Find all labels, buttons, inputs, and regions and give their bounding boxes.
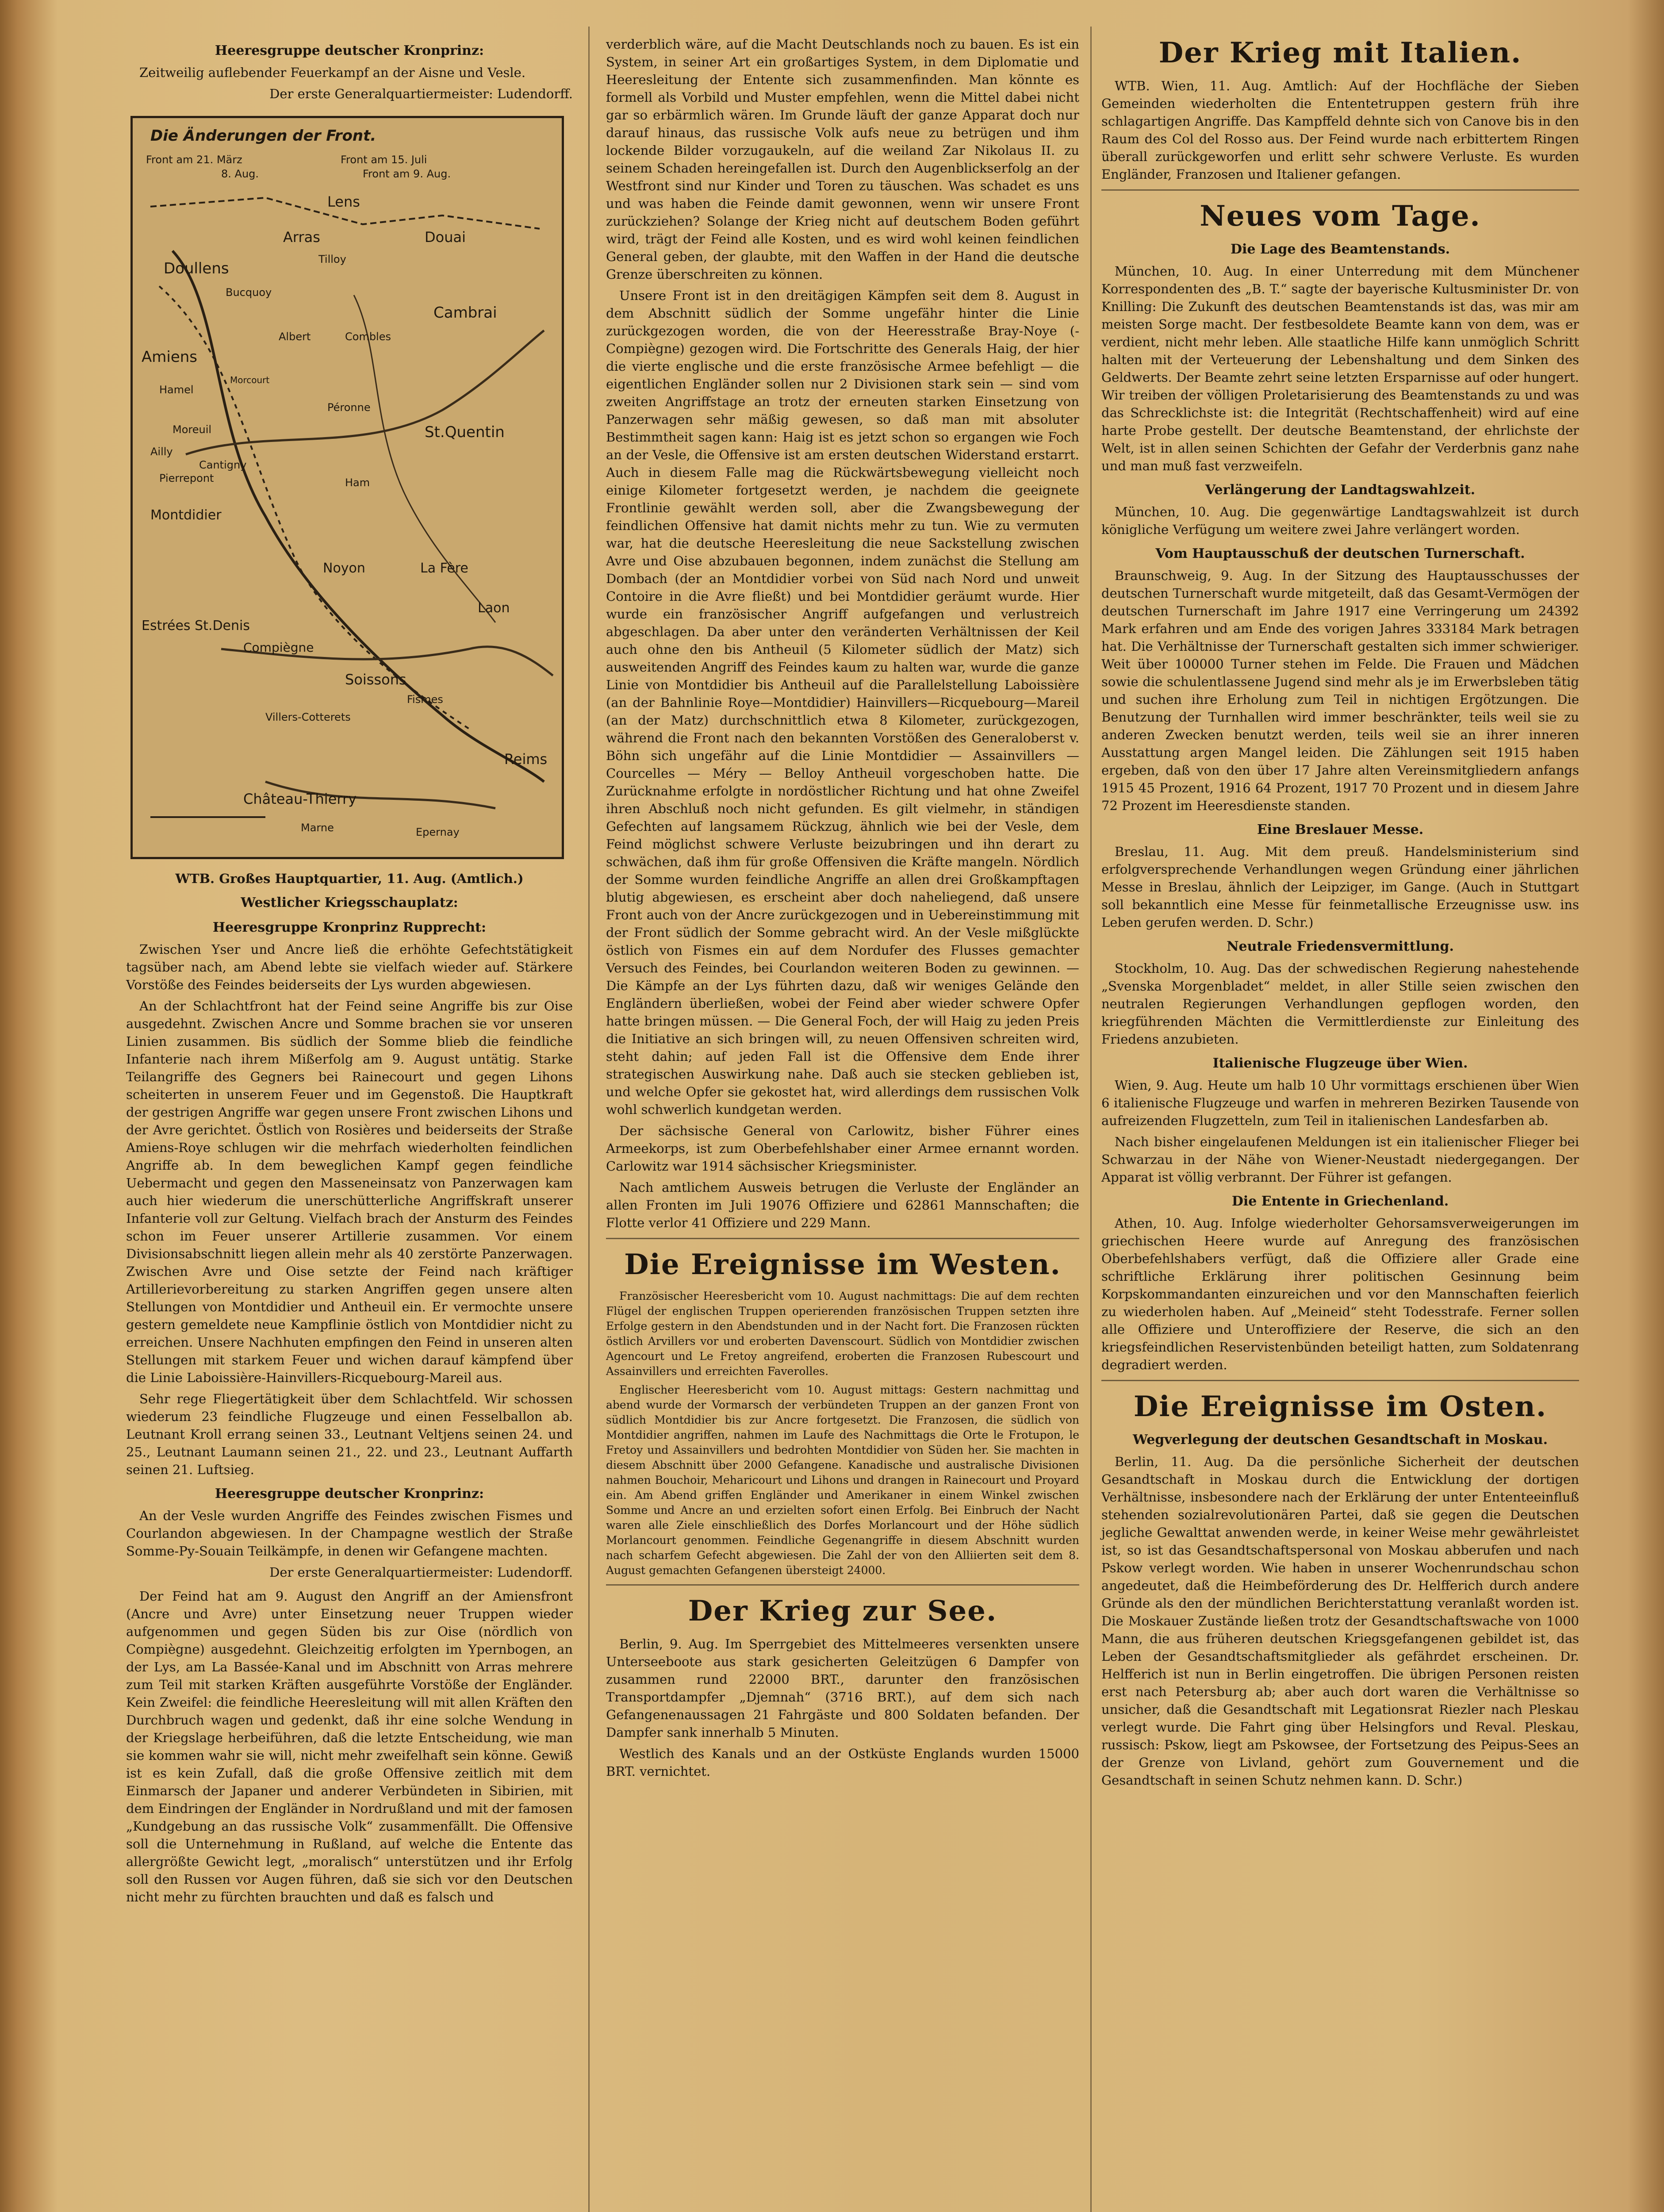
article-paragraph: Berlin, 11. Aug. Da die persönliche Sicherheit der deutschen Gesandtschaft in Moskau durch die Entwicklung der dortigen Verhältnisse, insbesondere nach der Erklärung der unter Ententeeinfluß stehenden sozialrevolutionären Partei, daß sie gegen die Deutschen jegliche Gewalttat anwenden werde, in keiner Weise mehr gewährleistet ist, so ist das Gesandtschaftspersonal von Moskau abberufen und nach Pskow verlegt worden. Wie haben in unserer Wochenrundschau schon angedeutet, daß die Heimbeförderung des Dr. Helfferich durch andere Gründe als den der mündlichen Berichterstattung veranlaßt worden ist. Die Moskauer Zustände ließen trotz der Gesandtschaftswache von 1000 Mann, die aus früheren deutschen Kriegsgefangenen gebildet ist, das Leben der Gesandtschaftsmitglieder als gefährdet erscheinen. Dr. Helfferich ist nun in Berlin eingetroffen. Die übrigen Personen reisten erst nach Petersburg ab; aber auch dort waren die Verhältnisse so unsicher, daß die Gesandtschaft mit Legationsrat Riezler nach Pleskau verlegt wurde. Die Fahrt ging über Helsingfors und Reval. Pleskau, russisch: Pskow, liegt am Pskowsee, der Fortsetzung des Peipus-Sees an der Grenze von Livland, gehört zum Gouvernement und die Gesandtschaft in seinen Schutz nehmen kann. D. Schr.) <box>1101 1454 1579 1788</box>
map-place: Tilloy <box>318 253 346 265</box>
article-paragraph: Nach amtlichem Ausweis betrugen die Verluste der Engländer an allen Fronten im Juli 19076 Offiziere und 62861 Mannschaften; die Flotte verlor 41 Offiziere und 229 Mann. <box>606 1180 1079 1230</box>
map-place: Compiègne <box>243 640 314 655</box>
column-1 <box>126 35 573 1909</box>
map-place: Péronne <box>327 401 371 414</box>
map-place: Reims <box>504 751 548 768</box>
map-place: Bucquoy <box>226 286 272 299</box>
map-place: Morcourt <box>230 375 270 385</box>
article-paragraph: An der Vesle wurden Angriffe des Feindes zwischen Fismes und Courlandon abgewiesen. In der Champagne westlich der Straße Somme-Py-Souain Teilkämpfe, in denen wir Gefangene machten. <box>126 1508 573 1559</box>
article-heading: Neutrale Friedensvermittlung. <box>1227 939 1454 954</box>
column-rule <box>1090 27 1092 2212</box>
divider <box>606 1584 1079 1586</box>
map-place: Epernay <box>416 826 460 838</box>
article-paragraph: WTB. Wien, 11. Aug. Amtlich: Auf der Hochfläche der Sieben Gemeinden wiederholten die Ententetruppen gestern früh ihre schlagartigen Angriffe. Das Kampffeld dehnte sich von Canove bis in den Raum des Col del Rosso aus. Der Feind wurde nach erbittertem Ringen überall zurückgeworfen und erlitt sehr schwere Verluste. Es wurden Engländer, Franzosen und Italiener gefangen. <box>1101 78 1579 182</box>
article-paragraph: Zeitweilig auflebender Feuerkampf an der Aisne und Vesle. <box>139 65 526 80</box>
article-heading: Vom Hauptausschuß der deutschen Turnerschaft. <box>1155 546 1525 561</box>
article-heading: Wegverlegung der deutschen Gesandtschaft in Moskau. <box>1132 1432 1548 1448</box>
map-place: La Fère <box>420 561 468 576</box>
front-map <box>130 116 564 859</box>
map-place: Lens <box>327 193 360 210</box>
map-title: Die Änderungen der Front. <box>150 127 376 145</box>
map-place: Ham <box>345 476 370 489</box>
article-paragraph: Der Feind hat am 9. August den Angriff an der Amiensfront (Ancre und Avre) unter Einsetzung neuer Truppen wieder aufgenommen und gegen Süden bis zur Oise (nördlich von Compiègne) ausgedehnt. Gleichzeitig erfolgten im Ypernbogen, an der Lys, am La Bassée-Kanal und im Abschnitt von Arras mehrere zum Teil mit starken Kräften ausgeführte Vorstöße der Engländer. Kein Zweifel: die feindliche Heeresleitung will mit allen Kräften den Durchbruch wagen und gedenkt, daß ihr eine solche Wendung in der Kriegslage herbeiführen, daß die letzte Entscheidung, wie man sie kommen wahr sie will, nicht mehr zweifelhaft sein könne. Gewiß ist es kein Zufall, daß die große Offensive zeitlich mit dem Einmarsch der Japaner und anderer Verbündeten in Sibirien, mit dem Eindringen der Engländer in Nordrußland und mit der famosen „Kundgebung an das russische Volk“ zusammenfällt. Die Offensive soll die Unternehmung in Rußland, auf welche die Entente das allergrößte Gewicht legt, „moralisch“ unterstützen und ihr Erfolg soll den Russen vor Augen führen, daß sie sich vor den Deutschen nicht mehr zu fürchten brauchten und daß es falsch und <box>126 1589 573 1905</box>
map-place: Cambrai <box>433 304 497 322</box>
article-paragraph: Sehr rege Fliegertätigkeit über dem Schlachtfeld. Wir schossen wiederum 23 feindliche Flugzeuge und einen Fesselballon ab. Leutnant Kroll errang seinen 33., Leutnant Veltjens seinen 24. und 25., Leutnant Laumann seinen 21., 22. und 23., Leutnant Auffarth seinen 21. Luftsieg. <box>126 1391 573 1477</box>
map-place: Douai <box>425 229 466 246</box>
map-place: Château-Thierry <box>243 791 357 807</box>
article-heading: Italienische Flugzeuge über Wien. <box>1212 1056 1468 1071</box>
map-place: Hamel <box>159 384 194 396</box>
article-paragraph: Athen, 10. Aug. Infolge wiederholter Gehorsamsverweigerungen im griechischen Heere wurde auf Anregung des französischen Oberbefehlshabers verfügt, daß die Offiziere aller Grade eine schriftliche Erklärung ihrer politischen Gesinnung beim Korpskommandanten einzureichen und vor den Mannschaften feierlich zu wiederholen haben. Auf „Meineid“ steht Todesstrafe. Ferner sollen alle Offiziere und Unteroffiziere der Reserve, die sich an den kriegsfeindlichen Reservistenbünden beteiligt hatten, zum Soldatenrang degradiert werden. <box>1101 1216 1579 1372</box>
map-place: Estrées St.Denis <box>142 618 250 634</box>
article-heading: Die Lage des Beamtenstands. <box>1230 242 1450 257</box>
map-place: Soissons <box>345 671 406 688</box>
article-paragraph: verderblich wäre, auf die Macht Deutschlands noch zu bauen. Es ist ein System, in seiner Art ein großartiges System, in dem Diplomatie und Heeresleitung der Entente sich zusammenfinden. Man könnte es formell als Vorbild und Muster empfehlen, wenn die Mittel dabei nicht gar so erbärmlich wären. Im Grunde läuft der ganze Apparat doch nur darauf hinaus, das russische Volk aufs neue zu betrügen und ihm lockende Bilder vorzugaukeln, auf die weiland Zar Nikolaus II. zu seinem Schaden hereingefallen ist. Durch den Augenblickserfolg an der Westfront sind nur Kinder und Toren zu täuschen. Was schadet es uns und was haben die Feinde damit gewonnen, wenn wir unsere Front zurückziehen? Solange der Krieg nicht auf deutschem Boden geführt wird, trägt der Feind alle Kosten, und es wird wohl keinen feindlichen General geben, der glaubte, mit den Waffen in der Hand die deutsche Grenze überschreiten zu können. <box>606 37 1079 282</box>
article-paragraph: Zwischen Yser und Ancre ließ die erhöhte Gefechtstätigkeit tagsüber nach, am Abend lebte sie vielfach wieder auf. Stärkere Vorstöße des Feindes beiderseits der Lys wurden abgewiesen. <box>126 942 573 992</box>
map-place: Noyon <box>323 561 365 576</box>
map-place: Combles <box>345 330 391 343</box>
map-place: Laon <box>478 600 510 616</box>
section-heading: Heeresgruppe Kronprinz Rupprecht: <box>212 920 487 935</box>
article-heading: Die Entente in Griechenland. <box>1231 1194 1449 1209</box>
article-paragraph: Der sächsische General von Carlowitz, bisher Führer eines Armeekorps, ist zum Oberbefehlshaber einer Armee ernannt worden. Carlowitz war 1914 sächsischer Kriegsminister. <box>606 1123 1079 1174</box>
map-place: Albert <box>279 330 311 343</box>
article-paragraph: Nach bisher eingelaufenen Meldungen ist ein italienischer Flieger bei Schwarzau in der Nähe von Wiener-Neustadt niedergegangen. Der Apparat ist völlig verbrannt. Der Führer ist gefangen. <box>1101 1134 1579 1185</box>
section-headline: Der Krieg zur See. <box>688 1594 997 1628</box>
divider <box>1101 1380 1579 1381</box>
divider <box>606 1238 1079 1239</box>
section-heading: Heeresgruppe deutscher Kronprinz: <box>215 43 484 58</box>
report-dateline: WTB. Großes Hauptquartier, 11. Aug. (Amtlich.) <box>175 871 524 886</box>
signature: Der erste Generalquartiermeister: Ludendorff. <box>269 1565 573 1580</box>
section-headline: Neues vom Tage. <box>1200 200 1481 233</box>
map-place: Pierrepont <box>159 472 214 484</box>
article-paragraph: München, 10. Aug. Die gegenwärtige Landtagswahlzeit ist durch königliche Verfügung um weitere zwei Jahre verlängert worden. <box>1101 504 1579 537</box>
map-place: Amiens <box>142 348 198 366</box>
article-heading: Verlängerung der Landtagswahlzeit. <box>1205 482 1476 498</box>
map-place: St.Quentin <box>425 423 505 441</box>
section-heading: Westlicher Kriegsschauplatz: <box>241 895 458 910</box>
article-paragraph: Englischer Heeresbericht vom 10. August mittags: Gestern nachmittag und abend wurde der Vormarsch der verbündeten Truppen an der ganzen Front von südlich Montdidier bis zur Ancre fortgesetzt. Die Franzosen, die südlich von Montdidier angriffen, nahmen im Laufe des Nachmittags die Orte le Frotupon, le Fretoy und Assainvillers und bedrohten Montdidier von Süden her. Sie machten in diesem Abschnitt über 2000 Gefangene. Kanadische und australische Divisionen nahmen Bouchoir, Meharicourt und Lihons und drangen in Rainecourt und Proyard ein. Am Abend griffen Engländer und Amerikaner in einem Winkel zwischen Somme und Ancre an und erzielten sofort einen Erfolg. Bei Einbruch der Nacht waren alle Ziele einschließlich des Dorfes Morlancourt und der Höhe südlich Morlancourt genommen. Feindliche Gegenangriffe in diesem Abschnitt wurden nach scharfem Gefecht abgewiesen. Die Zahl der von den Alliierten seit dem 8. August gemachten Gefangenen übersteigt 24000. <box>606 1383 1079 1577</box>
divider <box>1101 189 1579 191</box>
article-paragraph: Wien, 9. Aug. Heute um halb 10 Uhr vormittags erschienen über Wien 6 italienische Flugzeuge und warfen in mehreren Bezirken Tausende von aufreizenden Flugzetteln, zum Teil in italienischen Landesfarben ab. <box>1101 1078 1579 1128</box>
signature: Der erste Generalquartiermeister: Ludendorff. <box>269 86 573 101</box>
map-place: Moreuil <box>173 423 212 436</box>
article-paragraph: Stockholm, 10. Aug. Das der schwedischen Regierung nahestehende „Svenska Morgenbladet“ meldet, in aller Stille seien zwischen den neutralen Regierungen Verhandlungen gepflogen worden, den kriegführenden Mächten die Vermittlerdienste zur Einleitung des Friedens anzubieten. <box>1101 961 1579 1047</box>
section-headline: Die Ereignisse im Westen. <box>624 1248 1061 1281</box>
section-headline: Die Ereignisse im Osten. <box>1133 1390 1547 1423</box>
map-place: Arras <box>283 229 320 246</box>
map-place: Doullens <box>164 260 229 277</box>
article-paragraph: Westlich des Kanals und an der Ostküste Englands wurden 15000 BRT. vernichtet. <box>606 1746 1079 1779</box>
map-place: Marne <box>301 822 334 834</box>
map-legend: Front am 9. Aug. <box>363 168 451 180</box>
article-paragraph: An der Schlachtfront hat der Feind seine Angriffe bis zur Oise ausgedehnt. Zwischen Ancre und Somme brachen sie vor unseren Linien zusammen. Bis südlich der Somme blieb die feindliche Infanterie nach ihrem Mißerfolg am 9. August untätig. Starke Teilangriffe des Gegners bei Rainecourt und gegen Lihons scheiterten in unserem Feuer und im Gegenstoß. Die Hauptkraft der gestrigen Angriffe war gegen unsere Front zwischen Lihons und der Avre gerichtet. Östlich von Rosières und beiderseits der Straße Amiens-Roye schlugen wir die mehrfach wiederholten feindlichen Angriffe ab. In dem beweglichen Kampf gegen feindliche Uebermacht und gegen den Masseneinsatz von Panzerwagen kam auch hier wiederum die unerschütterliche Angriffskraft unserer Infanterie voll zur Geltung. Vielfach brach der Ansturm des Feindes schon im Feuer unserer Artillerie zusammen. Vor einem Divisionsabschnitt liegen allein mehr als 40 zerstörte Panzerwagen. Zwischen Avre und Oise setzte der Feind nach kräftiger Artillerievorbereitung zu starken Angriffen gegen unsere alten Stellungen von Montdidier und Antheuil ein. Er vermochte unsere gestern gemeldete neue Kampflinie östlich von Montdidier nicht zu erreichen. Unsere Nachhuten empfingen den Feind in unseren alten Stellungen mit starkem Feuer und wichen darauf kämpfend über die Linie Laboissière-Hainvillers-Ricquebourg-Mareil aus. <box>126 998 573 1385</box>
article-paragraph: Französischer Heeresbericht vom 10. August nachmittags: Die auf dem rechten Flügel der englischen Truppen operierenden französischen Truppen setzten ihre Erfolge gestern in den Abendstunden und in der Nacht fort. Die Franzosen rückten östlich Arvillers vor und eroberten Davenscourt. Südlich von Montdidier zwischen Agencourt und Le Fretoy angreifend, eroberten die Franzosen Rubescourt und Assainvillers und erreichten Faverolles. <box>606 1290 1079 1378</box>
article-paragraph: Berlin, 9. Aug. Im Sperrgebiet des Mittelmeeres versenkten unsere Unterseeboote aus stark gesicherten Geleitzügen 6 Dampfer von zusammen rund 22000 BRT., darunter den französischen Transportdampfer „Djemnah“ (3716 BRT.), auf dem sich nach Gefangenenaussagen 21 Fahrgäste und 800 Soldaten befanden. Der Dampfer sank innerhalb 5 Minuten. <box>606 1636 1079 1740</box>
map-place: Fismes <box>407 693 443 706</box>
map-place: Cantigny <box>199 459 247 471</box>
map-place: Montdidier <box>150 507 222 523</box>
map-place: Villers-Cotterets <box>265 711 351 723</box>
article-paragraph: Braunschweig, 9. Aug. In der Sitzung des Hauptausschusses der deutschen Turnerschaft wurde mitgeteilt, daß das Gesamt-Vermögen der deutschen Turnerschaft im Jahre 1917 eine Verringerung um 24392 Mark erfahren und am Ende des vorigen Jahres 333184 Mark betragen hat. Die Verhältnisse der Turnerschaft gestalten sich immer schwieriger. Weit über 100000 Turner stehen im Felde. Die Frauen und Mädchen sowie die schulentlassene Jugend sind mehr als je im Erwerbsleben tätig und suchen ihre Erholung zum Teil in nichtigen Ergötzungen. Die Benutzung der Turnhallen wird immer beschränkter, teils weil sie zu anderen Zwecken benutzt werden, teils weil sie an ihrer inneren Ausstattung argen Mangel leiden. Die Zählungen seit 1915 haben ergeben, daß von den über 17 Jahre alten Vereinsmitgliedern anfangs 1915 45 Prozent, 1916 64 Prozent, 1917 70 Prozent und in diesem Jahre 72 Prozent im Heeresdienste standen. <box>1101 568 1579 813</box>
map-legend: 8. Aug. <box>221 168 259 180</box>
column-rule <box>588 27 590 2212</box>
article-paragraph: München, 10. Aug. In einer Unterredung mit dem Münchener Korrespondenten des „B. T.“ sagte der bayerische Kultusminister Dr. von Knilling: Die Zukunft des deutschen Beamtenstands ist das, was mir am meisten Sorge macht. Der festbesoldete Beamte kann von dem, was er verdient, nicht mehr leben. Alle staatliche Hilfe kann unmöglich Schritt halten mit der Verteuerung der Lebenshaltung und dem Sinken des Geldwerts. Der Beamte zehrt seine letzten Ersparnisse auf oder hungert. Wir treiben der völligen Proletarisierung des Beamtenstands zu und was das Schrecklichste ist: die Integrität (Rechtschaffenheit) wird auf eine harte Probe gestellt. Der deutsche Beamtenstand, der ehrlichste der Welt, ist in allen seinen Schichten der Gefahr der Verderbnis ganz nahe und man muß fast verzweifeln. <box>1101 264 1579 473</box>
column-2 <box>606 35 1079 1784</box>
article-heading: Eine Breslauer Messe. <box>1257 822 1424 837</box>
article-paragraph: Unsere Front ist in den dreitägigen Kämpfen seit dem 8. August in dem Abschnitt südlich der Somme ungefähr hinter die Linie zurückgezogen worden, die von der Heeresstraße Bray-Noye (-Compiègne) gezogen wird. Die Fortschritte des Generals Haig, der hier die vierte englische und die erste französische Armee befehligt — die eigentlichen Engländer sollen nur 2 Divisionen stark sein — sind vom zweiten Angriffstage an trotz der erneuten starken Einsetzung von Panzerwagen sehr mäßig gewesen, so daß man mit absoluter Bestimmtheit sagen kann: Haig ist es jetzt schon so ergangen wie Foch an der Vesle, die Offensive ist am ersten deutschen Widerstand erstarrt. Auch in diesem Falle mag die Rückwärtsbewegung vielleicht noch einige Kilometer fortgesetzt werden, je nachdem die geeignete Frontlinie gewählt werden soll, aber die Zwangsbewegung der feindlichen Offensive hat damit nichts mehr zu tun. Wie zu vermuten war, hat die deutsche Heeresleitung die neue Sackstellung zwischen Avre und Oise abzubauen begonnen, indem zunächst die Stellung am Dombach (der an Montdidier vorbei von Süd nach Nord und unweit Contoire in die Avre fließt) und bei Montdidier geräumt wurde. Hier wurde ein französischer Angriff aufgefangen und verlustreich abgeschlagen. Da aber unter den veränderten Verhältnissen der Keil auch ohne den bis Antheuil (5 Kilometer südlich der Matz) sich ausweitenden Angriff des Feindes kaum zu halten war, wurde die ganze Linie von Montdidier bis Antheuil auf die Parallelstellung Laboissière (an der Bahnlinie Roye—Montdidier) Hainvillers—Ricquebourg—Mareil (an der Matz) durchschnittlich etwa 8 Kilometer, zurückgezogen, während die Front nach den bekannten Vorstößen des Generaloberst v. Böhn sich ungefähr auf die Linie Montdidier — Assainvillers — Courcelles — Méry — Belloy Antheuil vorgeschoben hatte. Die Zurücknahme erfolgte in nordöstlicher Richtung und hat ohne Zweifel ihren Abschluß noch nicht gefunden. Es gilt vielmehr, in ständigen Gefechten auf langsamem Rückzug, ähnlich wie bei der Vesle, dem Feind möglichst schwere Verluste beizubringen und ihn derart zu schwächen, daß ihm für große Offensiven die Kräfte mangeln. Nördlich der Somme wurden feindliche Angriffe an allen drei Großkampftagen blutig abgewiesen, es erscheint aber doch naheliegend, daß unsere Front auch von der Ancre zurückgezogen und in Uebereinstimmung mit der Front südlich der Somme gebracht wird. An der Vesle mißglückte östlich von Fismes ein auf dem Nordufer des Flusses gemachter Versuch des Feindes, bei Courlandon weiteren Boden zu gewinnen. — Die Kämpfe an der Lys führten dazu, daß wir weniges Gelände den Engländern überließen, wobei der Feind aber wieder schwere Opfer hatte bringen müssen. — Die General Foch, der will Haig zu jeden Preis die Initiative an sich bringen will, zu neuen Offensiven schreiten wird, steht dahin; auf jeden Fall ist die Offensive dem Ende ihrer strategischen Auswirkung nahe. Daß auch sie stecken geblieben ist, und welche Opfer sie gekostet hat, wird allerdings dem russischen Volk wohl schwerlich kundgetan werden. <box>606 288 1079 1117</box>
map-legend: Front am 21. März <box>146 154 242 166</box>
section-heading: Heeresgruppe deutscher Kronprinz: <box>215 1486 484 1502</box>
article-paragraph: Breslau, 11. Aug. Mit dem preuß. Handelsministerium sind erfolgversprechende Verhandlungen wegen Gründung einer jährlichen Messe in Breslau, ähnlich der Leipziger, im Gange. (Auch in Stuttgart soll bekanntlich eine Messe für feinmetallische Erzeugnisse usw. ins Leben gerufen werden. D. Schr.) <box>1101 844 1579 930</box>
section-headline: Der Krieg mit Italien. <box>1158 36 1522 69</box>
map-legend: Front am 15. Juli <box>341 154 427 166</box>
column-3 <box>1101 35 1579 1793</box>
map-place: Ailly <box>150 445 173 458</box>
